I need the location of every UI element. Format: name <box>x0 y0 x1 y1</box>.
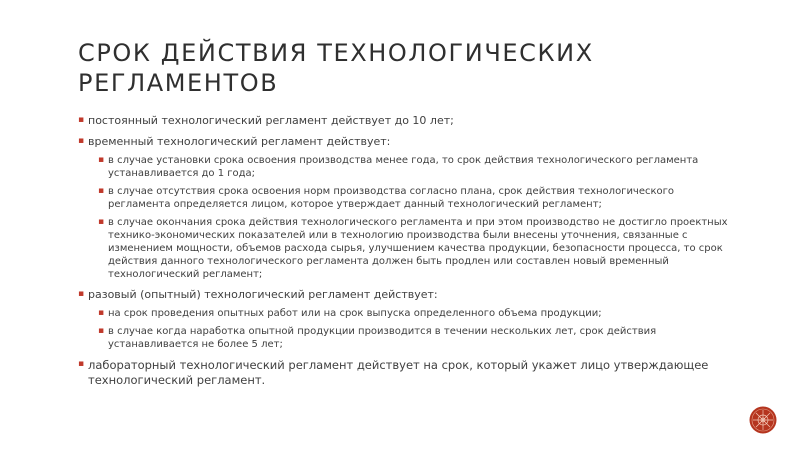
sub-item <box>98 307 738 320</box>
bullet-icon: ▪ <box>78 359 85 369</box>
sub-item <box>98 154 738 180</box>
bullet-icon: ▪ <box>98 155 105 165</box>
bullet-icon: ▪ <box>78 289 85 299</box>
bullet-list <box>78 114 738 395</box>
bullet-icon: ▪ <box>78 136 85 146</box>
sub-list <box>88 307 738 351</box>
slide-title: СРОК ДЕЙСТВИЯ ТЕХНОЛОГИЧЕСКИХ РЕГЛАМЕНТОВ <box>78 39 594 97</box>
bullet-item-single <box>78 288 738 351</box>
bullet-item-laboratory <box>78 358 738 388</box>
bullet-text: разовый (опытный) технологический регламент действует: <box>88 288 438 301</box>
sub-item <box>98 325 738 351</box>
bullet-item-temporary <box>78 135 738 281</box>
bullet-icon: ▪ <box>98 326 105 336</box>
bullet-text: временный технологический регламент действует: <box>88 135 391 148</box>
bullet-icon: ▪ <box>98 308 105 318</box>
sub-item-text: в случае отсутствия срока освоения норм производства согласно плана, срок действия технологического регламента определяется лицом, которое утверждает данный технологический регламент; <box>108 186 675 210</box>
bullet-text: лабораторный технологический регламент действует на срок, который укажет лицо утверждающее технологический регламент. <box>88 358 709 387</box>
bullet-item-permanent <box>78 114 738 128</box>
bullet-icon: ▪ <box>98 217 105 227</box>
sub-item-text: в случае установки срока освоения производства менее года, то срок действия технологического регламента устанавливается до 1 года; <box>108 155 699 179</box>
sub-item-text: в случае когда наработка опытной продукции производится в течении нескольких лет, срок действия устанавливается не более 5 лет; <box>108 326 657 350</box>
sub-item <box>98 216 738 281</box>
bullet-text: постоянный технологический регламент действует до 10 лет; <box>88 114 454 127</box>
bullet-icon: ▪ <box>78 115 85 125</box>
sub-list <box>88 154 738 281</box>
ornament-icon <box>749 406 777 434</box>
sub-item <box>98 185 738 211</box>
sub-item-text: на срок проведения опытных работ или на срок выпуска определенного объема продукции; <box>108 308 602 319</box>
sub-item-text: в случае окончания срока действия технологического регламента и при этом производство не достигло проектных технико-экономических показателей или в технологию производства были внесены уточнения, связанные с изменением мощности, объемов расхода сырья, улучшением качества продукции, безопасности процесса, то срок действия данного технологического регламента должен быть продлен или составлен новый временный технологический регламент; <box>108 217 728 280</box>
bullet-icon: ▪ <box>98 186 105 196</box>
